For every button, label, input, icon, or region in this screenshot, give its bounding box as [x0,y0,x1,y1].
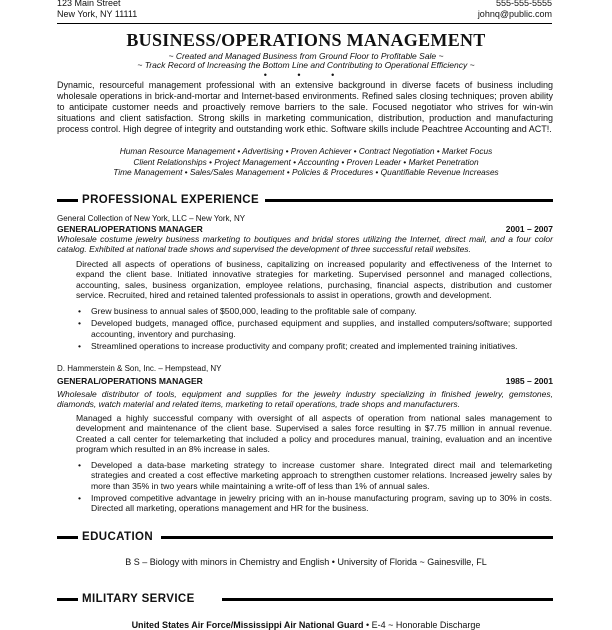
military-entry [0,620,612,630]
list-item: • Developed budgets, managed office, purchased equipment and supplies, and installed computers/software; supported accounting, inventory and purchasing. [76,318,552,339]
section-experience [57,193,553,207]
job-1-summary: Directed all aspects of operations of business, capitalizing on increased popularity and effectiveness of the Internet to expand the client base. Initiated innovative strategies for marketing. Supervised personnel and managed collections, accounting, sales, business organization, employee relations, purchasing, financial aspects, distribution and customer service. Recruited, hired and retained talented professionals to assist in operations, growth and development. [76,259,552,300]
tagline-1: ~ Created and Managed Business from Ground Floor to Profitable Sale ~ [168,51,444,61]
header-divider [57,23,552,24]
divider-dots: • • • [263,70,349,80]
job-2-company: D. Hammerstein & Son, Inc. – Hempstead, NY [57,364,222,373]
resume-title: BUSINESS/OPERATIONS MANAGEMENT [126,30,486,50]
job-1-title-row [57,224,553,234]
section-military [57,592,553,606]
job-1-position: GENERAL/OPERATIONS MANAGER [57,224,203,234]
job-1-description: Wholesale costume jewelry business marketing to boutiques and bridal stores utilizing the Internet, direct mail, and a four color catalog. Exhibited at national trade shows and supervised the development of three successful retail websites. [57,234,553,254]
list-item: • Grew business to annual sales of $500,000, leading to the profitable sale of company. [76,306,552,316]
section-rule-left [57,598,78,601]
section-heading: EDUCATION [82,530,159,544]
section-heading: MILITARY SERVICE [82,592,201,606]
list-item: • Developed a data-base marketing strategy to increase customer share. Integrated direct mail and telemarketing strategies and created a cost effective marketing approach to strengthen customer relations. Increased jewelry sales by more than 35% in two years while maintaining a write-off of less than 1% of annual sales. [76,460,552,491]
education-entry: B S – Biology with minors in Chemistry and English • University of Florida ~ Gainesville, FL [125,557,487,567]
job-2-dates: 1985 – 2001 [505,376,553,386]
skills-line-3: Time Management • Sales/Sales Management • Policies & Procedures • Quantifiable Revenue Increases [113,167,499,177]
section-rule-left [57,536,78,539]
section-education [57,530,553,544]
contact-address [57,0,137,20]
military-detail: • E-4 ~ Honorable Discharge [363,620,481,630]
job-2-title-row [57,376,553,386]
section-rule-right [222,598,553,601]
tagline-2: ~ Track Record of Increasing the Bottom Line and Contributing to Operational Efficiency ~ [137,60,475,70]
job-1-dates: 2001 – 2007 [505,224,553,234]
professional-summary: Dynamic, resourceful management professional with an extensive background in diverse facets of business including wholesale operations in brick-and-mortar and Internet-based environments. Refined sales closing techniques; proven ability to anticipate customer needs and proactively remove barriers to the sale. Focused negotiator who strives for win-win situations and client satisfaction. Strong skills in marketing communication, distribution, production and manufacturing process control. High degree of integrity and outstanding work ethic. Software skills include Peachtree Accounting and ACT!. [57,80,553,134]
job-2-position: GENERAL/OPERATIONS MANAGER [57,376,203,386]
job-2-bullets [76,460,552,515]
list-item: • Streamlined operations to increase productivity and company profit; created and implemented training initiatives. [76,341,552,351]
job-1-company: General Collection of New York, LLC – New York, NY [57,214,246,223]
contact-info [478,0,552,20]
contact-phone: 555-555-5555 [495,0,552,8]
job-1-bullets [76,306,552,353]
list-item: • Improved competitive advantage in jewelry pricing with an in-house manufacturing program, saving up to 30% in costs. Directed all marketing, operations management and HR for the business. [76,493,552,514]
military-unit: United States Air Force/Mississippi Air National Guard [131,620,364,630]
section-rule-right [161,536,553,539]
contact-city: New York, NY 11111 [57,9,138,19]
section-heading: PROFESSIONAL EXPERIENCE [82,193,265,207]
skills-line-2: Client Relationships • Project Management • Accounting • Proven Leader • Market Penetration [133,156,479,167]
section-rule-right [257,199,553,202]
job-2-description: Wholesale distributor of tools, equipment and supplies for the jewelry industry specializing in finished jewelry, gemstones, diamonds, watch material and related items, marketing to retail operations, trade shops and manufacturers. [57,389,553,409]
job-2-summary: Managed a highly successful company with oversight of all aspects of operation from national sales management to development and maintenance of the client base. Supervised a sales force resulting in $7.75 million in annual revenue. Created a call center for telemarketing that included a policy and procedures manual, training, evaluation and an incentive program which resulted in an 8% increase in sales. [76,413,552,454]
skills-line-1: Human Resource Management • Advertising • Proven Achiever • Contract Negotiation • Market Focus [119,146,493,156]
contact-email: johnq@public.com [477,9,552,19]
section-rule-left [57,199,78,202]
contact-street: 123 Main Street [57,0,121,8]
